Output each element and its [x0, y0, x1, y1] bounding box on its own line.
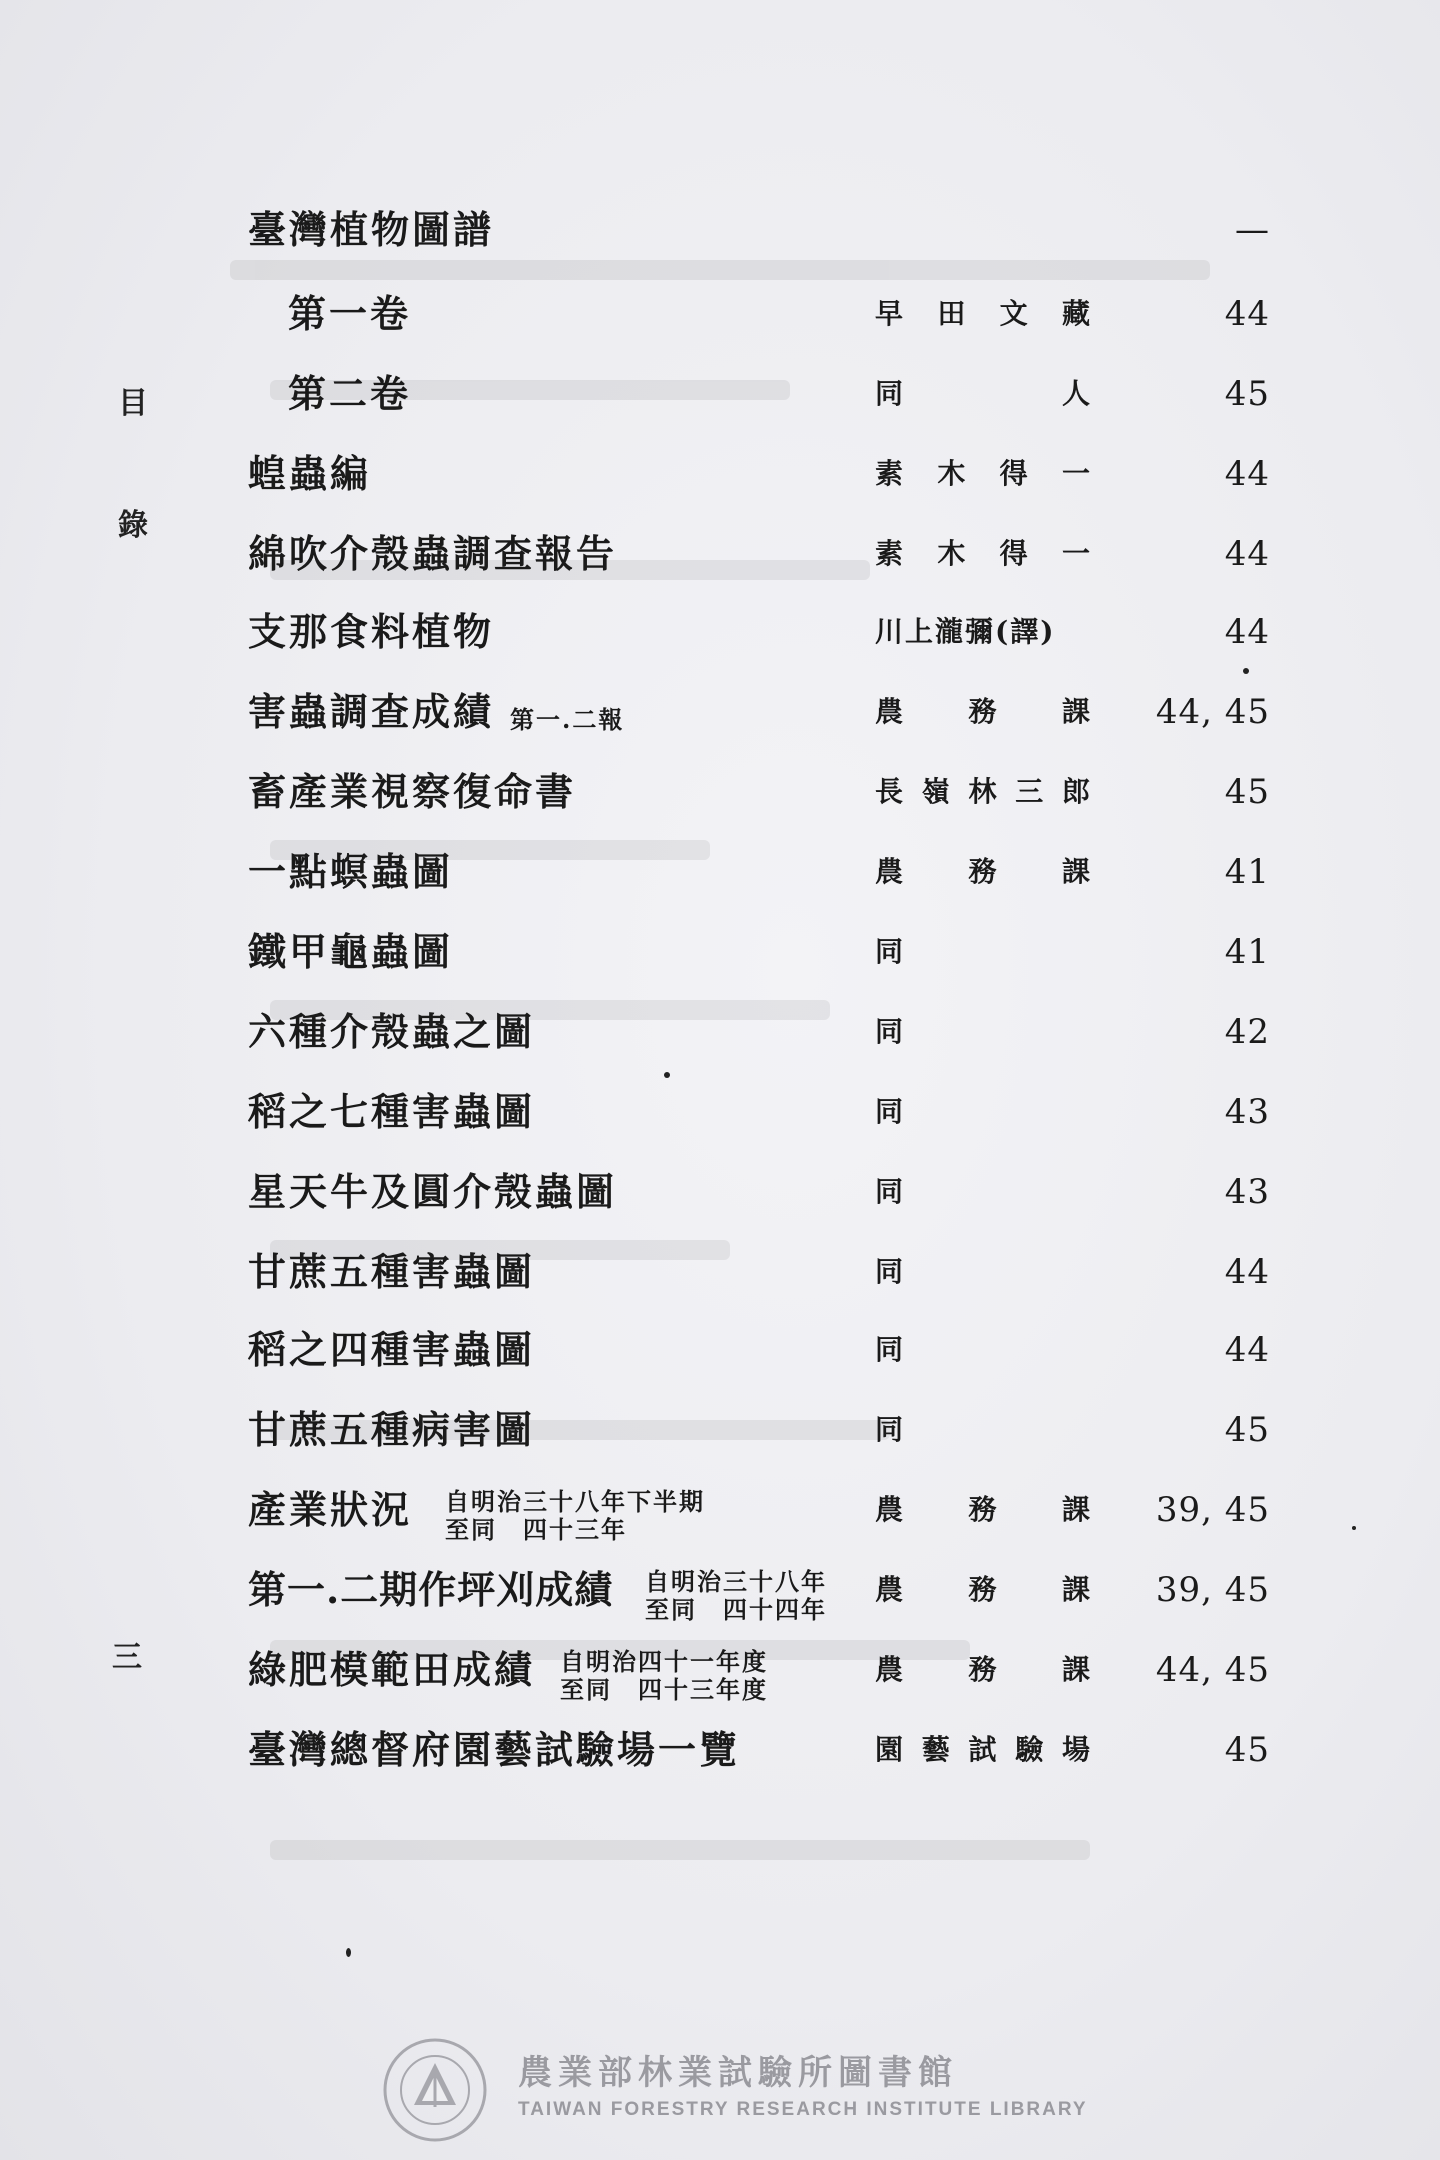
toc-entry	[0, 198, 1440, 262]
entry-author: 長嶺林三郎	[875, 775, 1090, 808]
entry-title: 支那食料植物	[248, 609, 495, 654]
entry-author: 川上瀧彌(譯)	[875, 615, 1056, 648]
entry-subtitle-line1: 自明治三十八年	[645, 1567, 827, 1596]
entry-pages: 43	[1224, 1092, 1270, 1132]
entry-title: 綿吹介殼蟲調查報告	[248, 531, 618, 576]
entry-title: 第二卷	[288, 371, 412, 416]
ink-speck	[1352, 1526, 1356, 1530]
toc-entry	[0, 1080, 1440, 1144]
entry-title: 產業狀況	[248, 1487, 413, 1532]
ink-speck	[346, 1948, 351, 1957]
entry-pages: 41	[1224, 932, 1270, 972]
entry-author: 農務課	[875, 695, 1090, 728]
entry-author: 農務課	[875, 1493, 1090, 1526]
entry-author: 同	[875, 1333, 904, 1366]
entry-title: 甘蔗五種病害圖	[248, 1407, 536, 1452]
toc-entry	[0, 1318, 1440, 1382]
entry-pages: 42	[1224, 1012, 1270, 1052]
margin-heading-top: 目	[118, 386, 148, 421]
toc-entry	[0, 1160, 1440, 1224]
toc-entry	[0, 680, 1440, 744]
entry-author: 園藝試驗場	[875, 1733, 1090, 1766]
entry-title: 綠肥模範田成績	[248, 1647, 536, 1692]
entry-pages: 45	[1224, 1410, 1270, 1450]
entry-author: 同	[875, 1095, 904, 1128]
entry-subtitle: 第一.二報	[510, 705, 625, 734]
library-name-en: TAIWAN FORESTRY RESEARCH INSTITUTE LIBRARY	[518, 2099, 1088, 2120]
entry-title: 星天牛及圓介殼蟲圖	[248, 1169, 618, 1214]
ink-speck	[1243, 668, 1249, 674]
library-name-zh: 農業部林業試驗所圖書館	[518, 2053, 958, 2093]
entry-title: 稻之四種害蟲圖	[248, 1327, 536, 1372]
entry-author: 農務課	[875, 1573, 1090, 1606]
entry-author: 素木得一	[875, 457, 1090, 490]
entry-subtitle-line2: 至同 四十三年度	[560, 1675, 768, 1704]
library-watermark	[380, 2035, 1088, 2145]
entry-author: 同 人	[875, 377, 1090, 410]
entry-author: 同	[875, 1255, 904, 1288]
entry-title: 稻之七種害蟲圖	[248, 1089, 536, 1134]
entry-author: 早田文藏	[875, 297, 1090, 330]
toc-entry	[0, 1000, 1440, 1064]
entry-title: 第一.二期作坪刈成績	[248, 1567, 614, 1612]
entry-pages: 45	[1224, 374, 1270, 414]
toc-entry	[0, 920, 1440, 984]
library-seal-logo	[380, 2035, 490, 2145]
entry-author: 農務課	[875, 855, 1090, 888]
entry-pages: —	[1235, 210, 1270, 250]
entry-pages: 39, 45	[1155, 1490, 1270, 1530]
entry-title: 畜產業視察復命書	[248, 769, 577, 814]
entry-subtitle-line2: 至同 四十三年	[445, 1515, 627, 1544]
entry-subtitle-line2: 至同 四十四年	[645, 1595, 827, 1624]
entry-author: 同	[875, 935, 904, 968]
toc-entry	[0, 1558, 1440, 1622]
entry-pages: 44	[1224, 1330, 1270, 1370]
entry-author: 同	[875, 1015, 904, 1048]
entry-pages: 41	[1224, 852, 1270, 892]
toc-entry	[0, 522, 1440, 586]
entry-author: 農務課	[875, 1653, 1090, 1686]
entry-pages: 44	[1224, 534, 1270, 574]
entry-pages: 44, 45	[1155, 692, 1270, 732]
entry-author: 同	[875, 1413, 904, 1446]
entry-title: 臺灣總督府園藝試驗場一覽	[248, 1727, 741, 1772]
toc-entry	[0, 1398, 1440, 1462]
entry-pages: 44, 45	[1155, 1650, 1270, 1690]
toc-entry	[0, 282, 1440, 346]
entry-pages: 45	[1224, 1730, 1270, 1770]
entry-title: 臺灣植物圖譜	[248, 207, 495, 252]
ink-speck	[664, 1072, 670, 1078]
toc-entry	[0, 1718, 1440, 1782]
entry-pages: 43	[1224, 1172, 1270, 1212]
entry-pages: 39, 45	[1155, 1570, 1270, 1610]
entry-pages: 44	[1224, 612, 1270, 652]
entry-author: 同	[875, 1175, 904, 1208]
toc-entry	[0, 760, 1440, 824]
entry-title: 害蟲調查成績	[248, 689, 495, 734]
toc-entry	[0, 442, 1440, 506]
entry-subtitle-line1: 自明治四十一年度	[560, 1647, 768, 1676]
entry-pages: 44	[1224, 454, 1270, 494]
entry-title: 鐵甲龜蟲圖	[248, 929, 454, 974]
toc-entry	[0, 1478, 1440, 1542]
entry-title: 第一卷	[288, 291, 412, 336]
toc-entry	[0, 1638, 1440, 1702]
toc-entry	[0, 600, 1440, 664]
toc-entry	[0, 1240, 1440, 1304]
toc-entry	[0, 362, 1440, 426]
entry-pages: 45	[1224, 772, 1270, 812]
entry-title: 蝗蟲編	[248, 451, 372, 496]
margin-page-number: 三	[112, 1640, 142, 1675]
entry-title: 甘蔗五種害蟲圖	[248, 1249, 536, 1294]
entry-author: 素木得一	[875, 537, 1090, 570]
entry-pages: 44	[1224, 294, 1270, 334]
margin-heading-bottom: 錄	[118, 508, 148, 543]
toc-entry	[0, 840, 1440, 904]
entry-subtitle-line1: 自明治三十八年下半期	[445, 1487, 705, 1516]
entry-title: 六種介殼蟲之圖	[248, 1009, 536, 1054]
entry-pages: 44	[1224, 1252, 1270, 1292]
entry-title: 一點螟蟲圖	[248, 849, 454, 894]
